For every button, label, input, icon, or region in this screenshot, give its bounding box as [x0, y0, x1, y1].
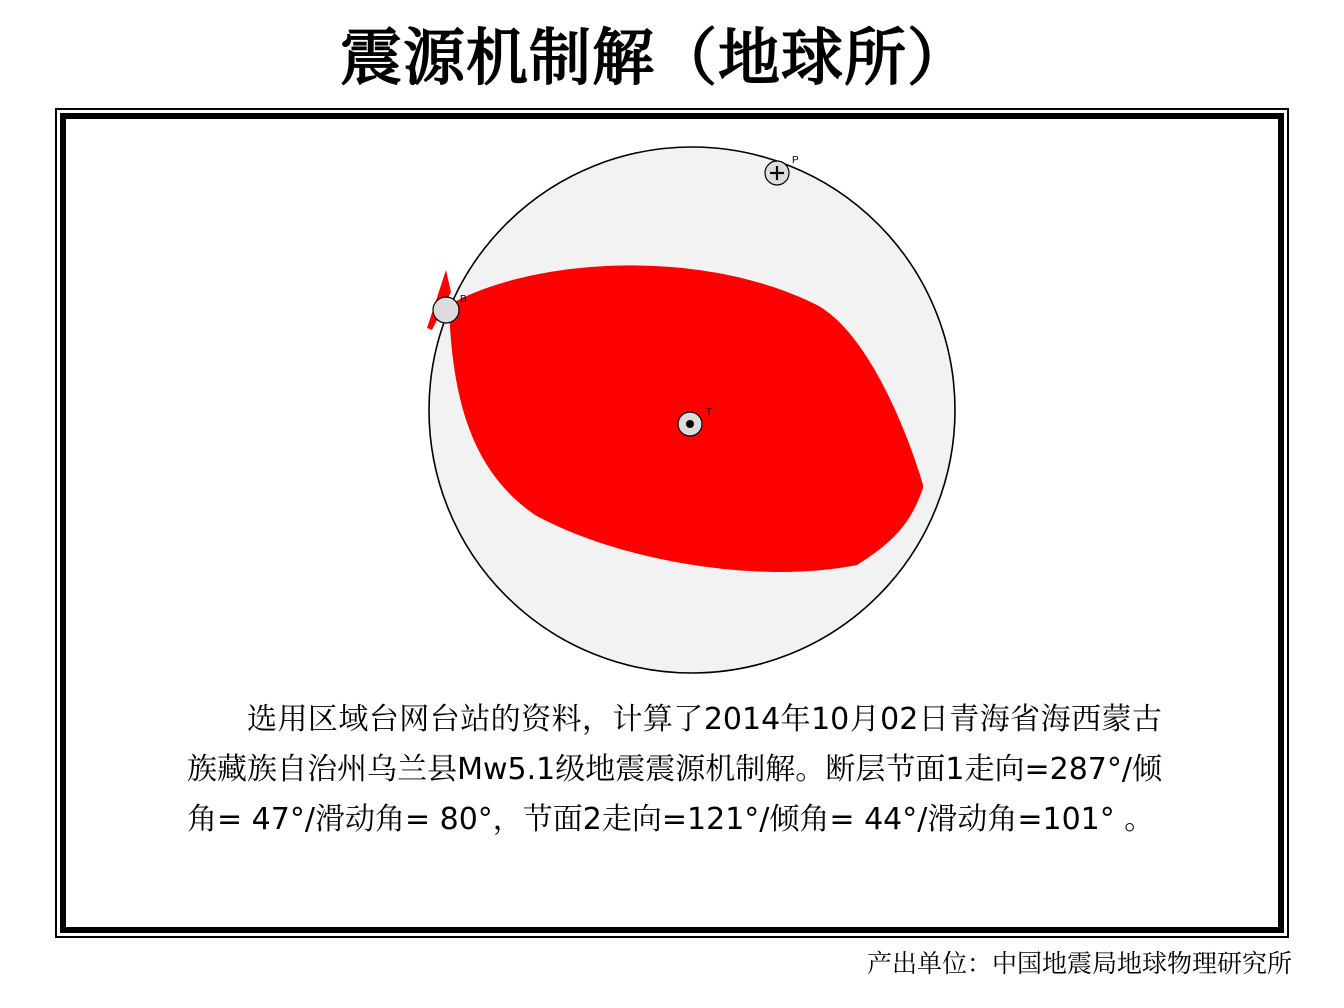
t-axis-label: T: [706, 407, 713, 418]
footer-source: 产出单位：中国地震局地球物理研究所: [866, 949, 1292, 978]
page-title: 震源机制解（地球所）: [339, 21, 970, 94]
content-frame: [55, 108, 1289, 938]
mechanism-description: 选用区域台网台站的资料，计算了2014年10月02日青海省海西蒙古族藏族自治州乌兰县Mw5.1级地震震源机制解。断层节面1走向=287°/倾角= 47°/滑动角= 80°，节面2走向=121°/倾角= 44°/滑动角=101° 。: [187, 702, 1162, 837]
b-axis-label: B: [460, 294, 467, 305]
p-axis-label: P: [792, 155, 799, 166]
